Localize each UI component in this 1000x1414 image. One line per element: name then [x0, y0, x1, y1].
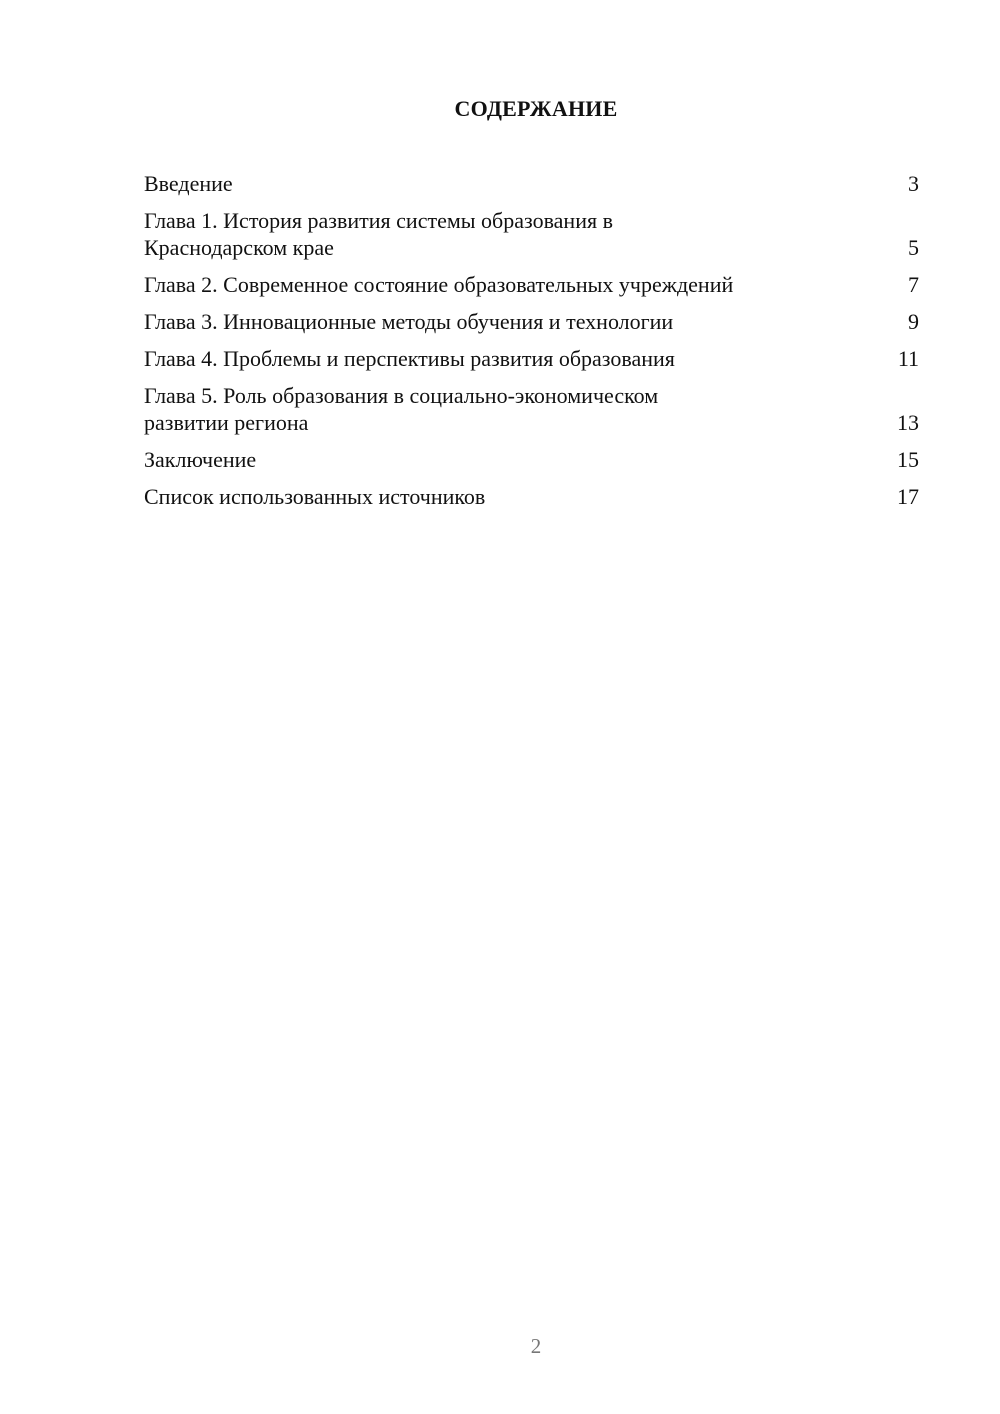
page-number: 2 — [530, 1334, 542, 1358]
toc-entry-chapter-1 — [144, 207, 919, 261]
toc-entry-label: Заключение — [144, 447, 257, 472]
toc-entry-page: 13 — [897, 410, 919, 435]
toc-entry-page: 9 — [908, 309, 919, 334]
toc-entry-references — [144, 483, 919, 510]
table-of-contents — [144, 170, 919, 520]
toc-entry-page: 7 — [908, 272, 919, 297]
toc-entry-page: 11 — [897, 346, 919, 371]
toc-entry-conclusion — [144, 446, 919, 473]
toc-entry-label: Глава 5. Роль образования в социально-экономическом развитии региона — [144, 383, 659, 435]
toc-entry-label: Введение — [144, 171, 233, 196]
toc-entry-page: 3 — [908, 171, 919, 196]
toc-entry-label: Глава 3. Инновационные методы обучения и технологии — [144, 309, 674, 334]
toc-entry-chapter-4 — [144, 345, 919, 372]
page-title: СОДЕРЖАНИЕ — [454, 96, 618, 121]
toc-entry-introduction — [144, 170, 919, 197]
toc-entry-label: Глава 2. Современное состояние образовательных учреждений — [144, 272, 734, 297]
toc-entry-chapter-2 — [144, 271, 919, 298]
toc-entry-chapter-5 — [144, 382, 919, 436]
toc-entry-page: 15 — [897, 447, 919, 472]
toc-entry-page: 17 — [897, 484, 919, 509]
toc-entry-label: Список использованных источников — [144, 484, 486, 509]
toc-entry-label: Глава 1. История развития системы образования в Краснодарском крае — [144, 208, 613, 260]
toc-entry-page: 5 — [908, 235, 919, 260]
toc-entry-chapter-3 — [144, 308, 919, 335]
toc-entry-label: Глава 4. Проблемы и перспективы развития образования — [144, 346, 675, 371]
